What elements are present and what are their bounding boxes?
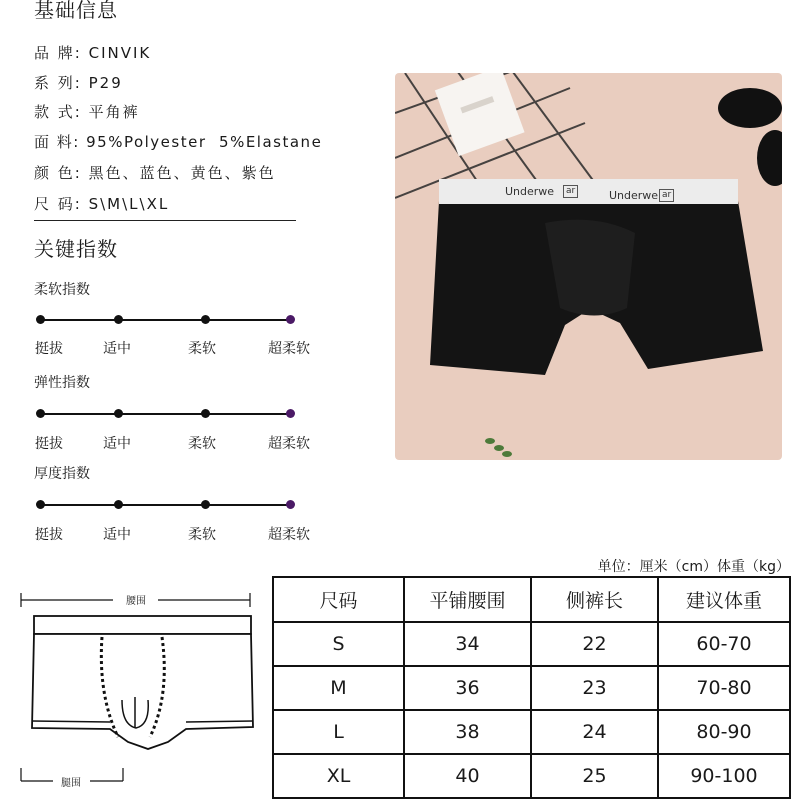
- spec-size: [34, 193, 169, 214]
- waistband-tag: ar: [659, 189, 674, 202]
- scale-label: 超柔软: [268, 527, 310, 543]
- spec-series: [34, 72, 123, 93]
- scale-dot-selected: [286, 315, 295, 324]
- leg-label: 腿围: [61, 778, 81, 789]
- scale-dot: [36, 500, 45, 509]
- spec-fabric: [34, 131, 322, 152]
- scale-dot-selected: [286, 500, 295, 509]
- spec-value: P29: [88, 74, 123, 92]
- scale-label: 适中: [103, 341, 131, 357]
- scale-label: 挺拔: [35, 527, 63, 543]
- table-cell: 70-80: [658, 666, 790, 710]
- spec-label: 款 式:: [34, 103, 82, 121]
- waist-label: 腰围: [126, 596, 146, 607]
- table-header: 平铺腰围: [404, 577, 531, 622]
- table-header-row: [273, 577, 790, 622]
- scale-dot-selected: [286, 409, 295, 418]
- waistband-tag: ar: [563, 185, 578, 198]
- table-row: [273, 754, 790, 798]
- scale-label: 挺拔: [35, 341, 63, 357]
- spec-value: 95%Polyester 5%Elastane: [86, 133, 323, 151]
- index-scale-softness: [38, 313, 293, 327]
- size-table: [272, 576, 791, 799]
- index-name-thickness: 厚度指数: [34, 466, 90, 482]
- spec-label: 品 牌:: [34, 44, 82, 62]
- table-cell: M: [273, 666, 404, 710]
- table-row: [273, 622, 790, 666]
- unit-note: 单位：厘米（cm）体重（kg）: [597, 559, 790, 575]
- scale-dot: [114, 409, 123, 418]
- index-scale-elasticity: [38, 407, 293, 421]
- table-cell: L: [273, 710, 404, 754]
- table-cell: S: [273, 622, 404, 666]
- table-cell: 23: [531, 666, 658, 710]
- table-cell: 25: [531, 754, 658, 798]
- scale-dot: [201, 500, 210, 509]
- table-cell: 34: [404, 622, 531, 666]
- table-cell: 36: [404, 666, 531, 710]
- table-header: 侧裤长: [531, 577, 658, 622]
- table-cell: 80-90: [658, 710, 790, 754]
- scale-label: 柔软: [188, 527, 216, 543]
- product-photo: [395, 73, 782, 460]
- scale-label: 超柔软: [268, 341, 310, 357]
- spec-label: 尺 码:: [34, 195, 82, 213]
- spec-value: 黑色、蓝色、黄色、紫色: [88, 164, 276, 182]
- scale-line: [40, 413, 290, 415]
- spec-label: 系 列:: [34, 74, 82, 92]
- scale-dot: [36, 409, 45, 418]
- index-name-softness: 柔软指数: [34, 282, 90, 298]
- product-photo-illustration: [395, 73, 782, 460]
- table-cell: 38: [404, 710, 531, 754]
- table-cell: 60-70: [658, 622, 790, 666]
- scale-label: 适中: [103, 436, 131, 452]
- table-header: 建议体重: [658, 577, 790, 622]
- scale-label: 柔软: [188, 436, 216, 452]
- spec-label: 颜 色:: [34, 164, 82, 182]
- spec-style: [34, 101, 140, 122]
- scale-line: [40, 319, 290, 321]
- index-scale-thickness: [38, 498, 293, 512]
- waistband-text: Underwe: [505, 185, 555, 198]
- waistband-text: Underwe: [609, 189, 659, 202]
- spec-value: CINVIK: [88, 44, 152, 62]
- section-divider: [34, 220, 296, 221]
- boxer-outline-diagram: [18, 585, 258, 790]
- table-cell: 90-100: [658, 754, 790, 798]
- scale-dot: [114, 500, 123, 509]
- scale-label: 适中: [103, 527, 131, 543]
- scale-dot: [114, 315, 123, 324]
- size-diagram: [18, 585, 258, 790]
- scale-label: 超柔软: [268, 436, 310, 452]
- spec-color: [34, 162, 276, 183]
- scale-dot: [36, 315, 45, 324]
- table-row: [273, 666, 790, 710]
- basic-info-title: 基础信息: [34, 0, 118, 22]
- scale-label: 挺拔: [35, 436, 63, 452]
- index-name-elasticity: 弹性指数: [34, 375, 90, 391]
- table-cell: XL: [273, 754, 404, 798]
- scale-dot: [201, 409, 210, 418]
- spec-label: 面 料:: [34, 133, 80, 151]
- scale-dot: [201, 315, 210, 324]
- spec-brand: [34, 42, 151, 63]
- key-index-title: 关键指数: [34, 237, 118, 261]
- table-cell: 22: [531, 622, 658, 666]
- scale-line: [40, 504, 290, 506]
- scale-label: 柔软: [188, 341, 216, 357]
- table-header: 尺码: [273, 577, 404, 622]
- spec-value: 平角裤: [88, 103, 140, 121]
- table-cell: 24: [531, 710, 658, 754]
- table-cell: 40: [404, 754, 531, 798]
- table-row: [273, 710, 790, 754]
- spec-value: S\M\L\XL: [88, 195, 170, 213]
